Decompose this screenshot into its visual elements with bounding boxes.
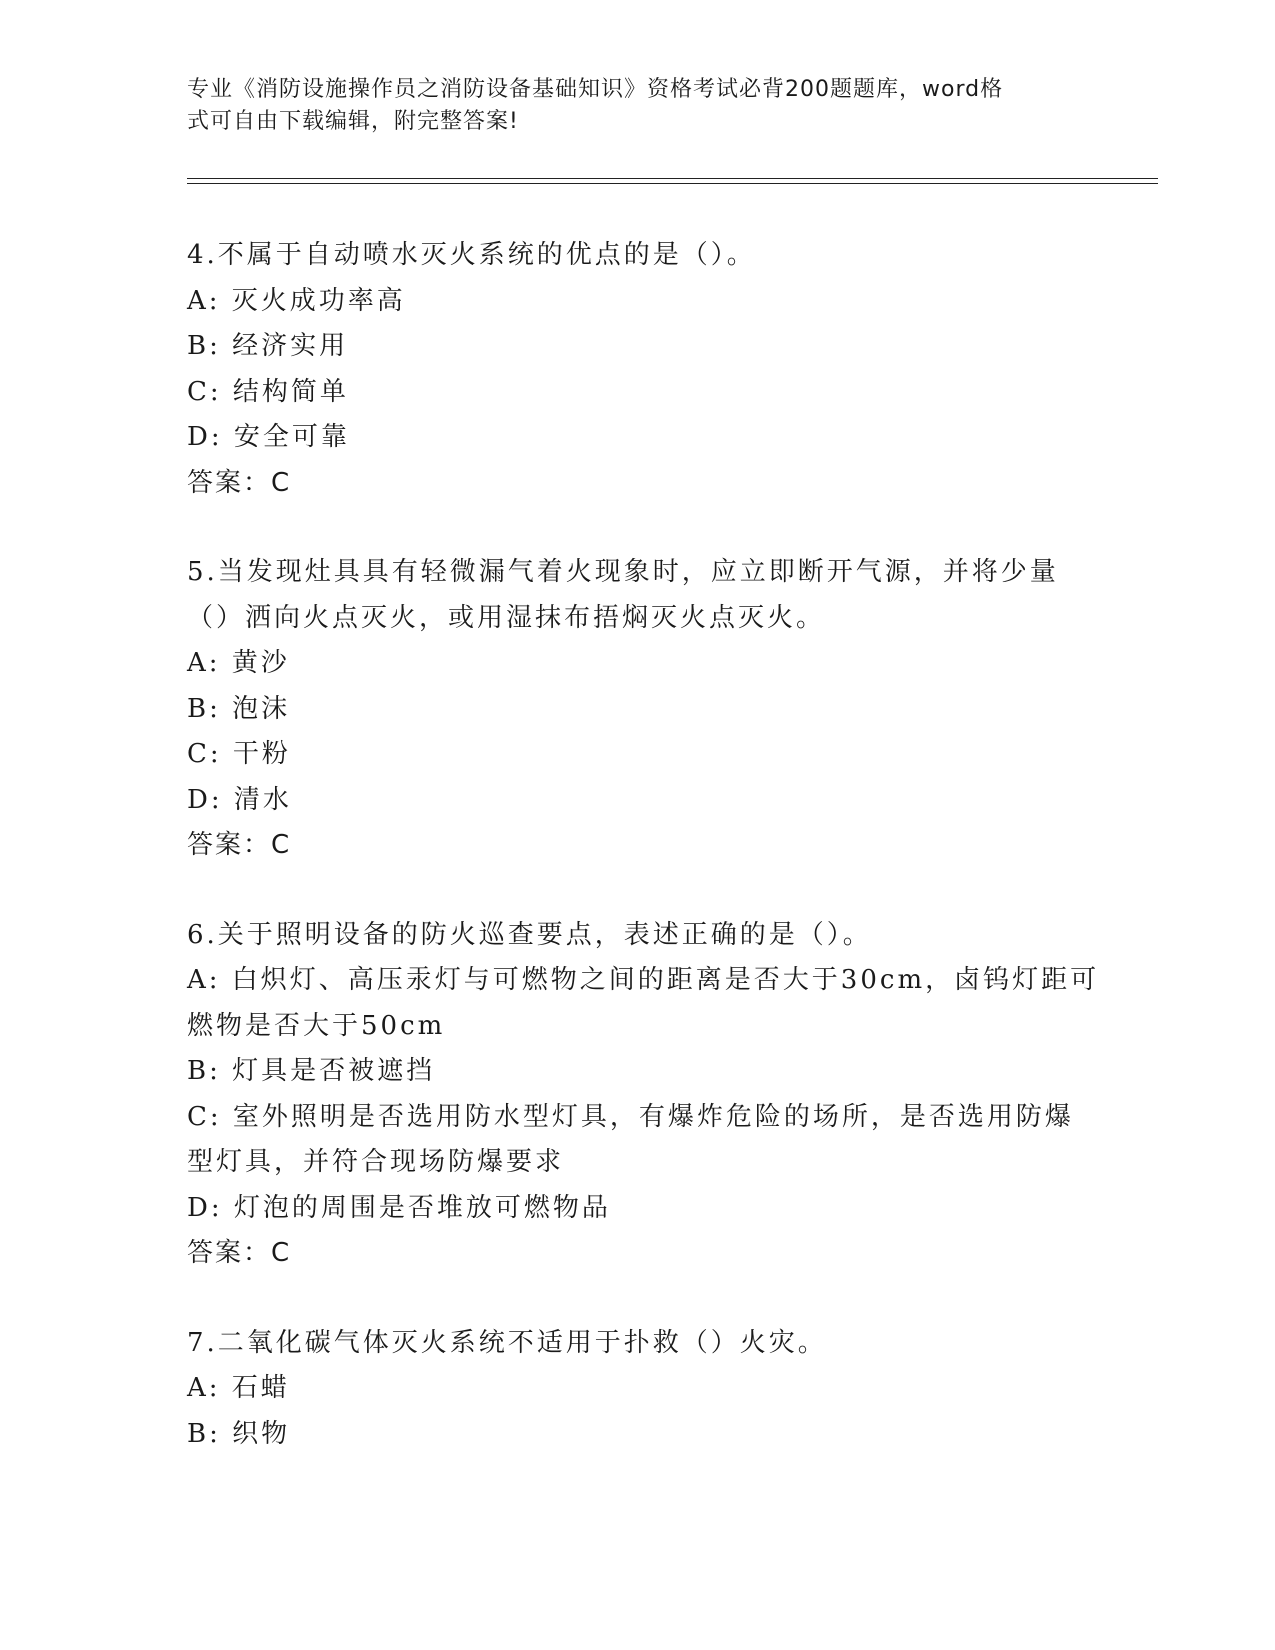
question-stem: 6.关于照明设备的防火巡查要点，表述正确的是（）。 [187, 919, 872, 950]
answer: 答案：C [187, 467, 292, 498]
question-7 [187, 1321, 1087, 1458]
option-b: B: 灯具是否被遮挡 [187, 1056, 436, 1086]
option-a-continued: 燃物是否大于50cm [187, 1010, 446, 1041]
option-a: A: 黄沙 [187, 648, 290, 678]
option-c: C: 室外照明是否选用防水型灯具，有爆炸危险的场所，是否选用防爆 [187, 1101, 1074, 1132]
question-stem: 5.当发现灶具具有轻微漏气着火现象时，应立即断开气源，并将少量 [187, 557, 1059, 587]
option-d: D: 安全可靠 [187, 422, 350, 452]
answer: 答案：C [187, 1238, 292, 1268]
option-b: B: 经济实用 [187, 331, 349, 361]
question-stem-continued: （）洒向火点灭火，或用湿抹布捂焖灭火点灭火。 [187, 602, 826, 633]
question-6 [187, 913, 1100, 1277]
question-5 [187, 550, 1087, 869]
document-header [187, 74, 1067, 138]
option-a: A: 白炽灯、高压汞灯与可燃物之间的距离是否大于30cm，卤钨灯距可 [187, 965, 1100, 995]
header-divider-top [187, 178, 1158, 179]
option-d: D: 灯泡的周围是否堆放可燃物品 [187, 1192, 611, 1223]
question-stem: 7.二氧化碳气体灭火系统不适用于扑救（）火灾。 [187, 1327, 827, 1358]
option-b: B: 泡沫 [187, 693, 291, 724]
question-4 [187, 233, 1087, 506]
question-list [187, 233, 1100, 1501]
question-stem: 4.不属于自动喷水灭火系统的优点的是（）。 [187, 240, 756, 270]
option-c: C: 干粉 [187, 739, 291, 769]
option-c: C: 结构简单 [187, 376, 349, 407]
option-b: B: 织物 [187, 1418, 291, 1449]
option-a: A: 石蜡 [187, 1373, 290, 1403]
header-line-2: 式可自由下载编辑，附完整答案! [187, 109, 519, 134]
answer: 答案：C [187, 830, 292, 860]
header-divider-bottom [187, 183, 1158, 184]
option-d: D: 清水 [187, 784, 292, 815]
option-a: A: 灭火成功率高 [187, 285, 406, 316]
option-c-continued: 型灯具，并符合现场防爆要求 [187, 1147, 565, 1177]
header-line-1: 专业《消防设施操作员之消防设备基础知识》资格考试必背200题题库，word格 [187, 77, 1004, 102]
